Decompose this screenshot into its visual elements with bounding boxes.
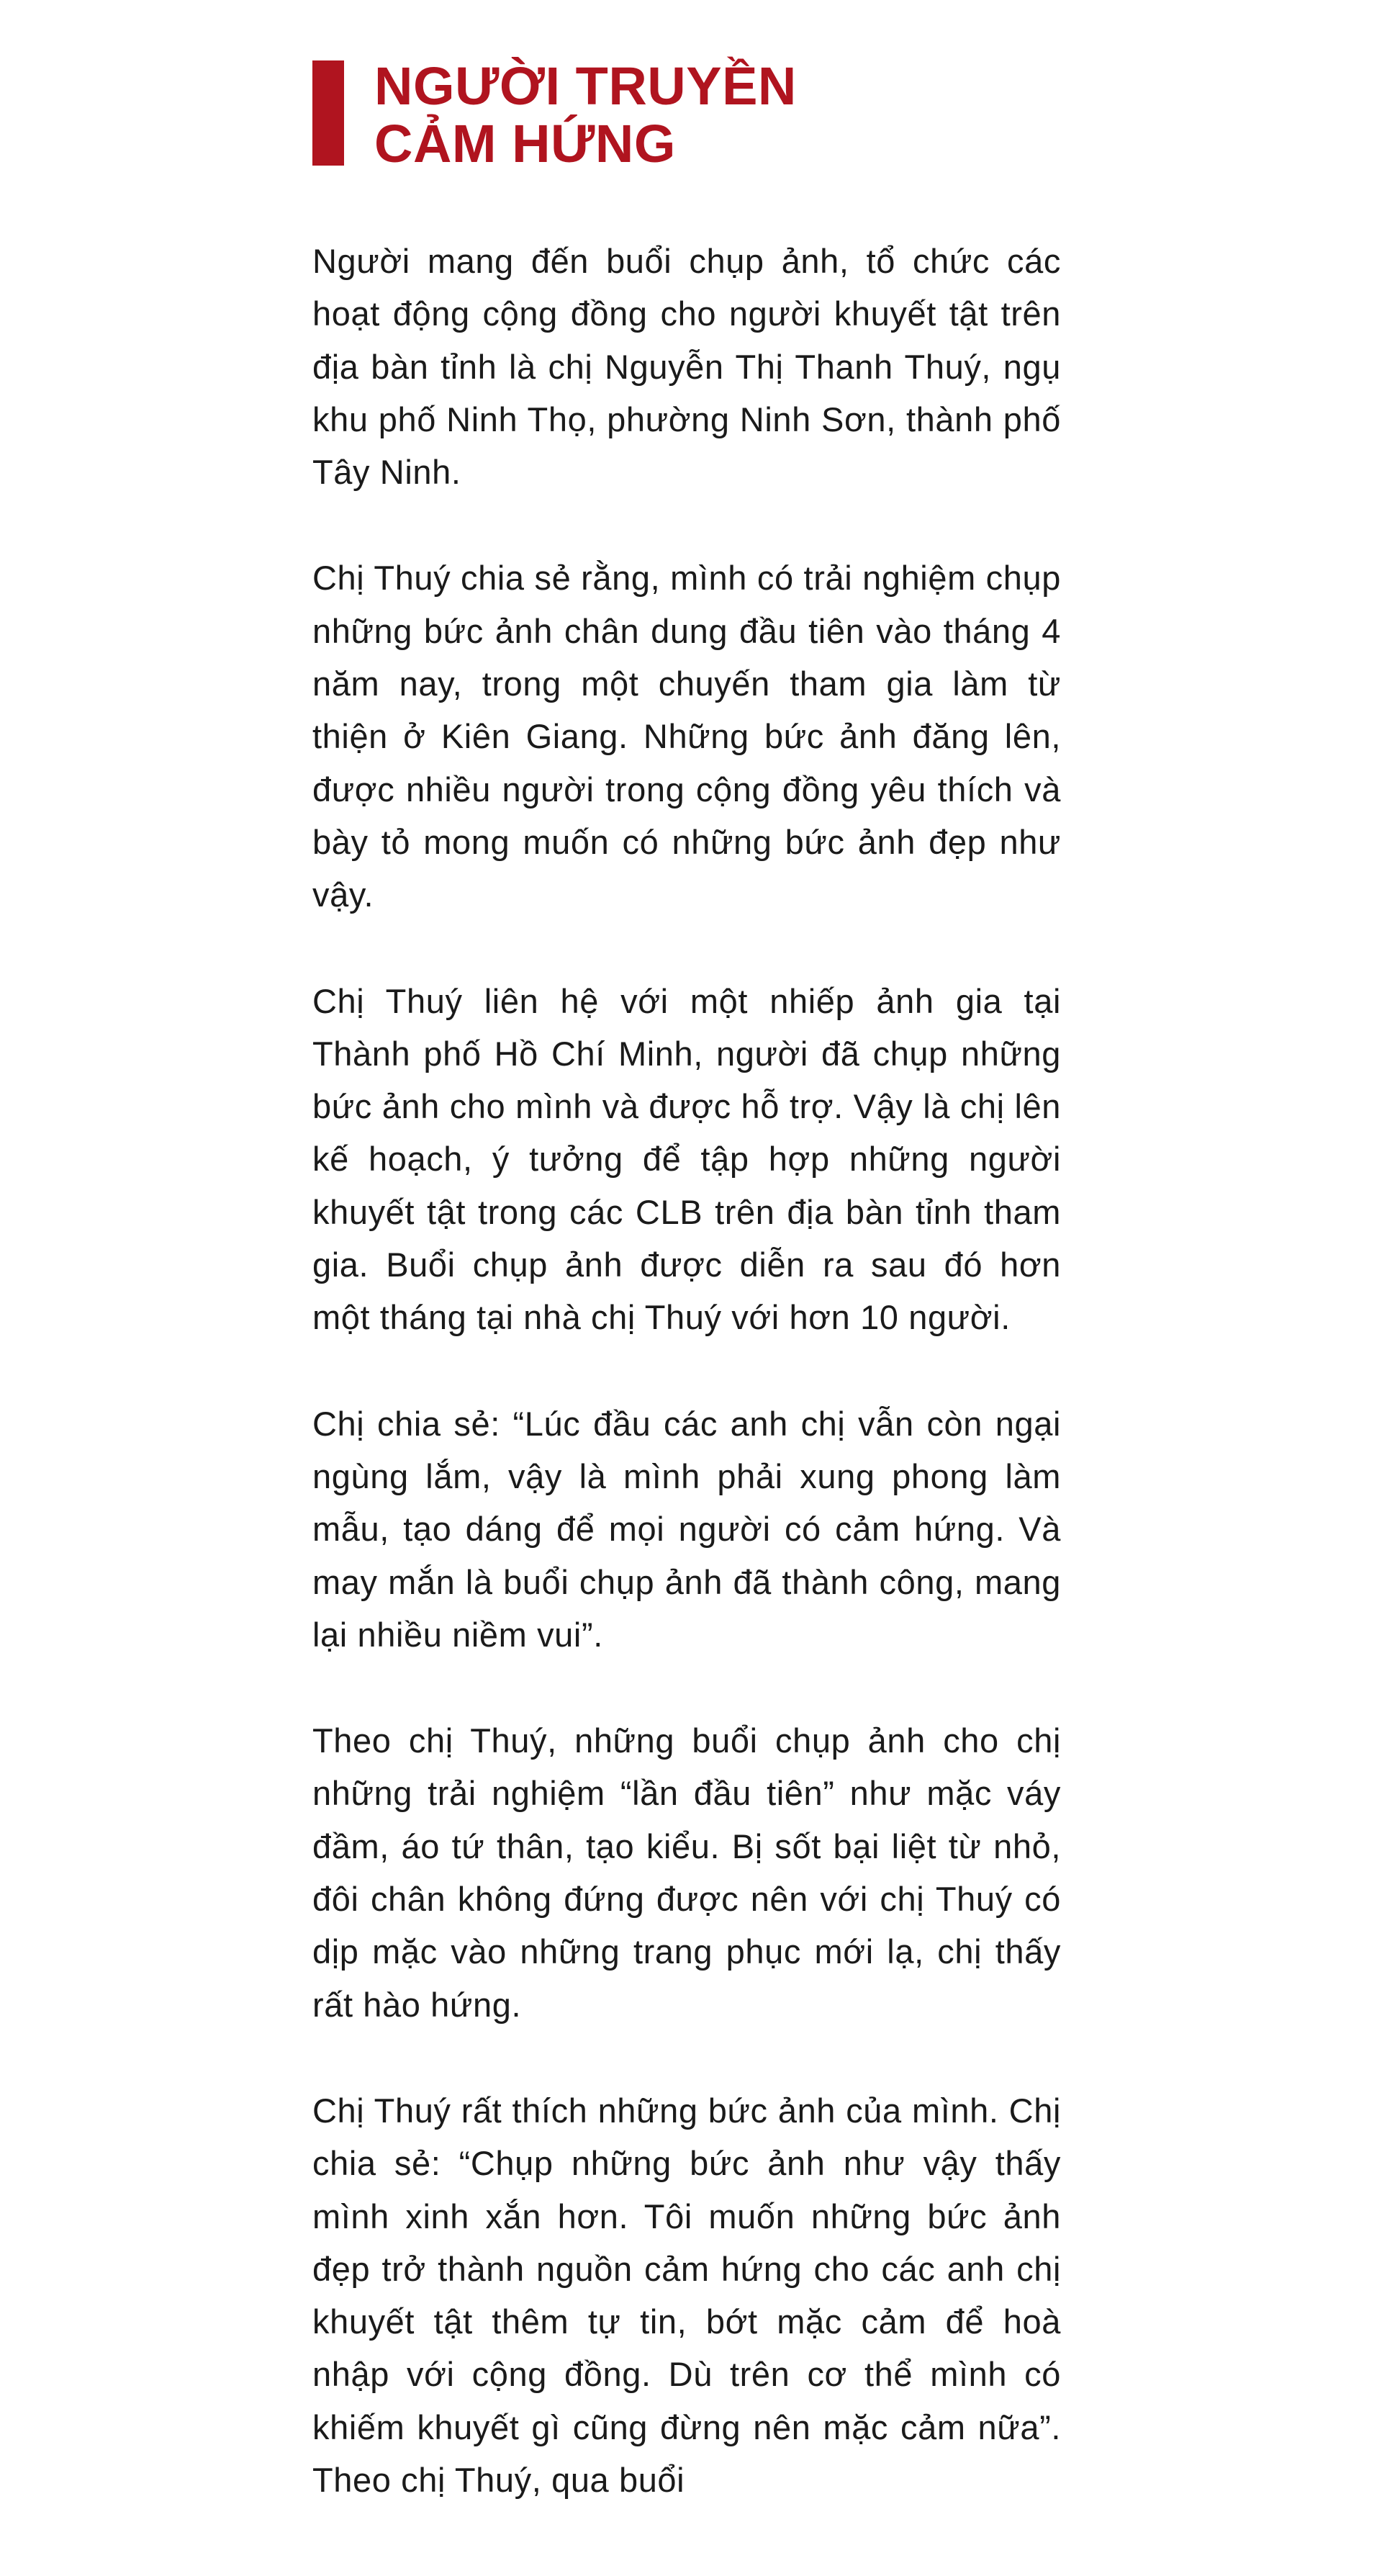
section-title-line-2: CẢM HỨNG xyxy=(374,114,676,174)
article-body xyxy=(312,235,1061,2559)
section-title-line-1: NGƯỜI TRUYỀN xyxy=(374,56,797,116)
paragraph-3: Chị Thuý liên hệ với một nhiếp ảnh gia tại Thành phố Hồ Chí Minh, người đã chụp những bức ảnh cho mình và được hỗ trợ. Vậy là chị lên kế hoạch, ý tưởng để tập hợp những người khuyết tật trong các CLB trên địa bàn tỉnh tham gia. Buổi chụp ảnh được diễn ra sau đó hơn một tháng tại nhà chị Thuý với hơn 10 người. xyxy=(312,981,1061,1337)
paragraph-5: Theo chị Thuý, những buổi chụp ảnh cho chị những trải nghiệm “lần đầu tiên” như mặc váy đầm, áo tứ thân, tạo kiểu. Bị sốt bại liệt từ nhỏ, đôi chân không đứng được nên với chị Thuý có dịp mặc vào những trang phục mới lạ, chị thấy rất hào hứng. xyxy=(312,1721,1061,2024)
paragraph-6: Chị Thuý rất thích những bức ảnh của mình. Chị chia sẻ: “Chụp những bức ảnh như vậy thấy mình xinh xắn hơn. Tôi muốn những bức ảnh đẹp trở thành nguồn cảm hứng cho các anh chị khuyết tật thêm tự tin, bớt mặc cảm để hoà nhập với cộng đồng. Dù trên cơ thể mình có khiếm khuyết gì cũng đừng nên mặc cảm nữa”. Theo chị Thuý, qua buổi xyxy=(312,2091,1061,2499)
section-title xyxy=(374,58,797,173)
paragraph-4: Chị chia sẻ: “Lúc đầu các anh chị vẫn còn ngại ngùng lắm, vậy là mình phải xung phong làm mẫu, tạo dáng để mọi người có cảm hứng. Và may mắn là buổi chụp ảnh đã thành công, mang lại nhiều niềm vui”. xyxy=(312,1404,1061,1654)
section-heading xyxy=(312,56,1104,174)
paragraph-2: Chị Thuý chia sẻ rằng, mình có trải nghiệm chụp những bức ảnh chân dung đầu tiên vào tháng 4 năm nay, trong một chuyến tham gia làm từ thiện ở Kiên Giang. Những bức ảnh đăng lên, được nhiều người trong cộng đồng yêu thích và bày tỏ mong muốn có những bức ảnh đẹp như vậy. xyxy=(312,559,1061,914)
heading-accent-bar xyxy=(312,60,344,166)
paragraph-1: Người mang đến buổi chụp ảnh, tổ chức các hoạt động cộng đồng cho người khuyết tật trên địa bàn tỉnh là chị Nguyễn Thị Thanh Thuý, ngụ khu phố Ninh Thọ, phường Ninh Sơn, thành phố Tây Ninh. xyxy=(312,242,1061,492)
